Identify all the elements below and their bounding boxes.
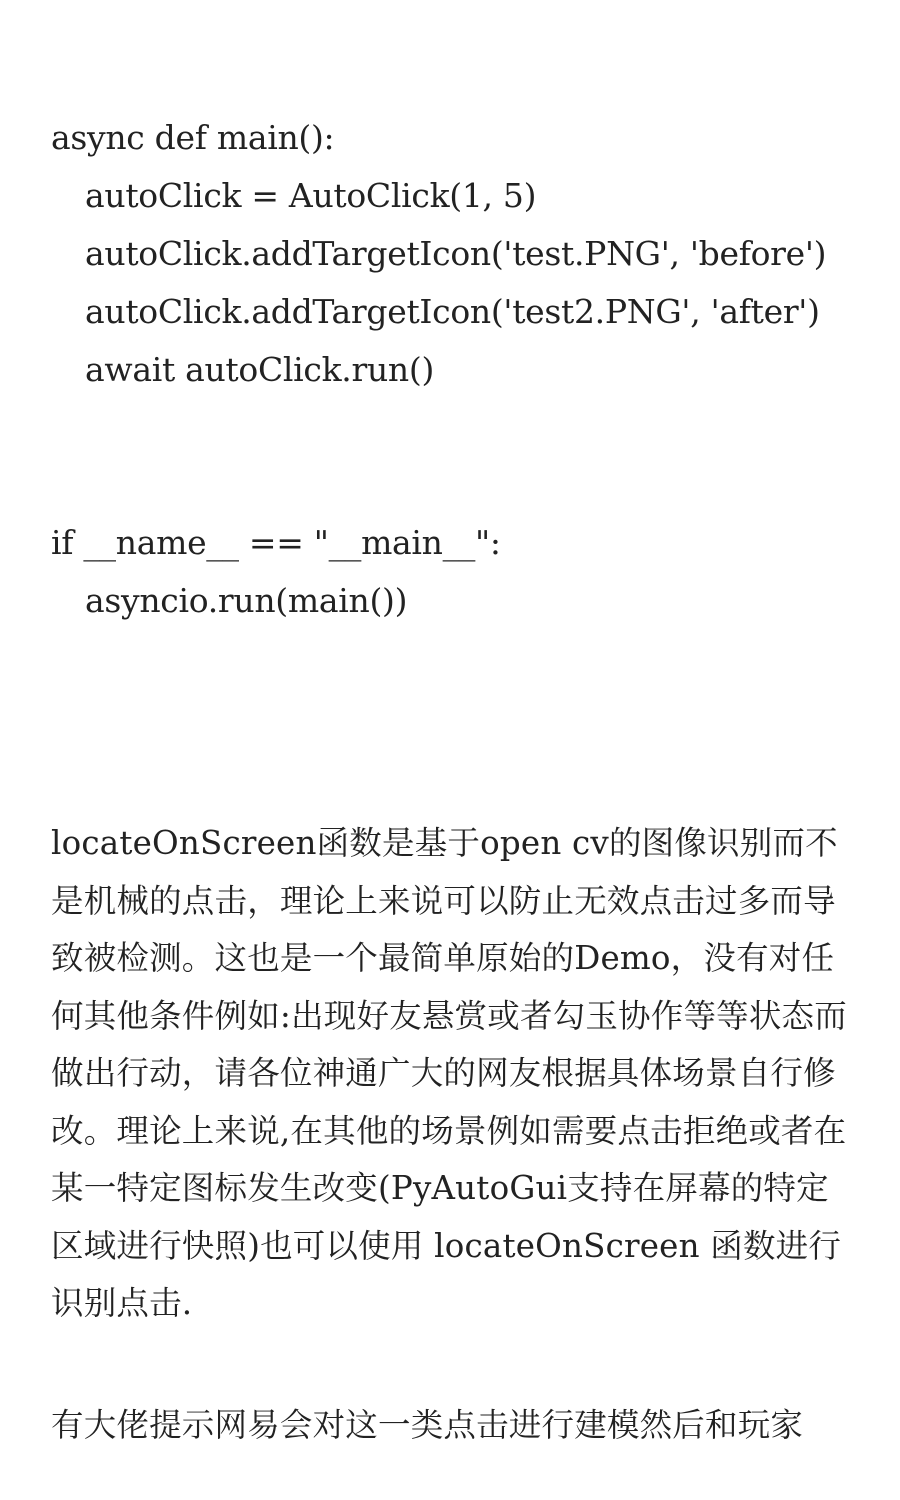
code-line: autoClick.addTargetIcon('test.PNG', 'before') bbox=[85, 234, 827, 273]
code-line: autoClick = AutoClick(1, 5) bbox=[85, 176, 537, 215]
code-line: autoClick.addTargetIcon('test2.PNG', 'after') bbox=[85, 292, 820, 331]
code-line: asyncio.run(main()) bbox=[85, 581, 408, 620]
code-line: async def main(): bbox=[51, 118, 335, 157]
code-line: if __name__ == "__main__": bbox=[51, 523, 501, 562]
code-block-main bbox=[51, 109, 871, 399]
body-paragraph: 有大佬提示网易会对这一类点击进行建模然后和玩家 bbox=[51, 1406, 804, 1444]
code-block-entry bbox=[51, 514, 871, 630]
body-paragraph: locateOnScreen函数是基于open cv的图像识别而不是机械的点击，理论上来说可以防止无效点击过多而导致被检测。这也是一个最简单原始的Demo，没有对任何其他条件例如:出现好友悬赏或者勾玉协作等等状态而做出行动，请各位神通广大的网友根据具体场景自行修改。理论上来说,在其他的场景例如需要点击拒绝或者在某一特定图标发生改变(PyAutoGui支持在屏幕的特定区域进行快照)也可以使用 locateOnScreen 函数进行识别点击. bbox=[51, 824, 847, 1322]
code-line: await autoClick.run() bbox=[85, 350, 435, 389]
